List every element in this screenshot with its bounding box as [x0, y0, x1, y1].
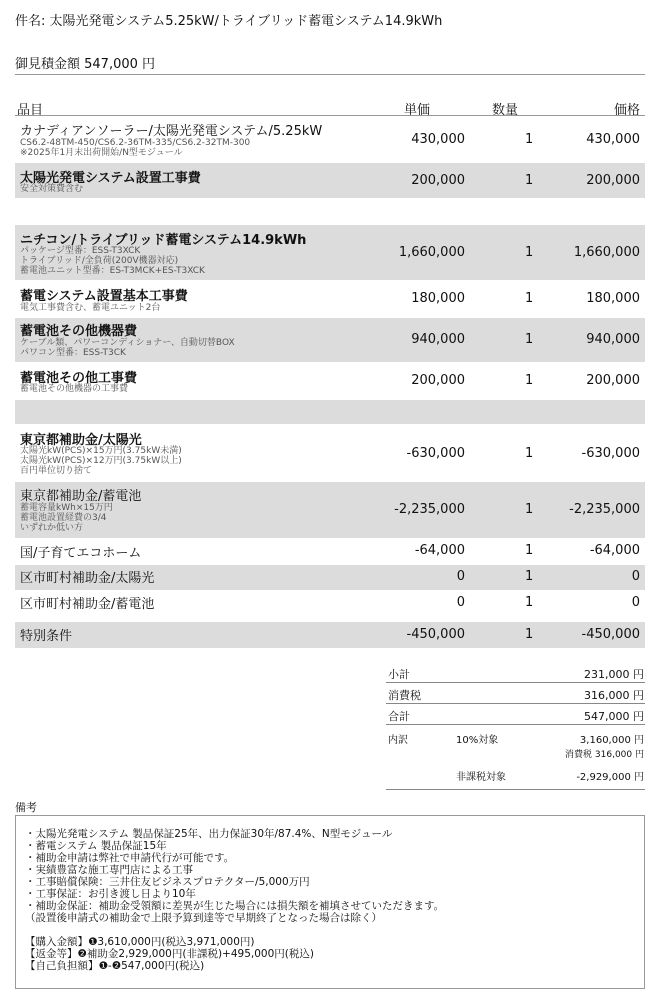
- item-unit-price: 200,000: [411, 173, 465, 188]
- estimate-total: 御見積金額 547,000 円: [15, 57, 156, 72]
- item-qty: 1: [525, 569, 534, 584]
- item-qty: 1: [525, 446, 534, 461]
- divider: [386, 703, 645, 704]
- divider: [386, 724, 645, 725]
- item-qty: 1: [525, 502, 534, 517]
- line-item-row: [15, 163, 645, 198]
- line-item-row: [15, 565, 645, 590]
- item-price: 200,000: [586, 173, 640, 188]
- line-item-row: [15, 283, 645, 317]
- line-item-row: [15, 225, 645, 280]
- item-detail: パッケージ型番：ESS-T3XCK トライブリッド/全負荷(200V機器対応) 蓄電池ユニット型番：ES-T3MCK+ES-T3XCK: [20, 246, 205, 276]
- item-unit-price: 1,660,000: [398, 245, 465, 260]
- note-line: 【返金等】❷補助金2,929,000円(非課税)+495,000円(税込): [25, 948, 314, 960]
- item-name: 蓄電池その他工事費: [20, 371, 138, 386]
- subject: 件名: 太陽光発電システム5.25kW/トライブリッド蓄電システム14.9kWh: [15, 14, 443, 29]
- item-unit-price: 180,000: [411, 291, 465, 306]
- taxable-value: 3,160,000 円: [579, 735, 644, 746]
- item-unit-price: 200,000: [411, 373, 465, 388]
- note-line: 【自己負担額】❶-❷547,000円(税込): [25, 960, 205, 972]
- item-unit-price: -630,000: [406, 446, 465, 461]
- item-unit-price: -64,000: [414, 543, 465, 558]
- line-item-row: [15, 118, 645, 162]
- item-qty: 1: [525, 132, 534, 147]
- item-detail: 蓄電容量kWh×15万円 蓄電池設置経費の3/4 いずれか低い方: [20, 503, 113, 533]
- item-qty: 1: [525, 245, 534, 260]
- subtotal-label: 小計: [388, 668, 410, 681]
- item-qty: 1: [525, 543, 534, 558]
- item-unit-price: 940,000: [411, 332, 465, 347]
- item-unit-price: -450,000: [406, 627, 465, 642]
- divider: [15, 74, 645, 75]
- item-price: 180,000: [586, 291, 640, 306]
- note-line: ・太陽光発電システム 製品保証25年、出力保証30年/87.4%、N型モジュール: [25, 828, 393, 840]
- taxable-tax: 消費税 316,000 円: [565, 750, 644, 760]
- item-unit-price: 0: [456, 595, 465, 610]
- tax-label: 消費税: [388, 689, 421, 702]
- header-item: 品目: [17, 103, 44, 118]
- note-line: ・補助金保証：補助金受領額に差異が生じた場合には損失額を補填させていただきます。: [25, 900, 445, 912]
- subtotal-value: 231,000 円: [584, 668, 644, 681]
- note-line: 【購入金額】❶3,610,000円(税込3,971,000円): [25, 936, 255, 948]
- item-unit-price: -2,235,000: [394, 502, 465, 517]
- item-name: 東京都補助金/太陽光: [20, 433, 142, 448]
- item-price: -630,000: [581, 446, 640, 461]
- line-item-row: [15, 426, 645, 480]
- item-detail: 太陽光kW(PCS)×15万円(3.75kW未満) 太陽光kW(PCS)×12万円(3.75kW以上) 百円単位切り捨て: [20, 446, 182, 476]
- item-qty: 1: [525, 173, 534, 188]
- item-price: 430,000: [586, 132, 640, 147]
- line-item-row: [15, 591, 645, 616]
- line-item-row: [15, 540, 645, 565]
- notes-label: 備考: [15, 801, 37, 814]
- spacer-row: [15, 400, 645, 424]
- item-name: カナディアンソーラー/太陽光発電システム/5.25kW: [20, 124, 323, 139]
- line-item-row: [15, 318, 645, 362]
- item-unit-price: 430,000: [411, 132, 465, 147]
- header-qty: 数量: [492, 103, 519, 118]
- total-label: 合計: [388, 710, 410, 723]
- total-value: 547,000 円: [584, 710, 644, 723]
- line-item-row: [15, 622, 645, 648]
- item-name: 東京都補助金/蓄電池: [20, 489, 142, 504]
- note-line: ・工事保証：お引き渡し日より10年: [25, 888, 196, 900]
- item-qty: 1: [525, 627, 534, 642]
- item-price: 1,660,000: [573, 245, 640, 260]
- item-price: -450,000: [581, 627, 640, 642]
- line-item-row: [15, 482, 645, 538]
- spacer-row: [15, 199, 645, 224]
- item-price: -64,000: [589, 543, 640, 558]
- note-line: （設置後申請式の補助金で上限予算到達等で早期終了となった場合は除く）: [25, 912, 382, 924]
- item-qty: 1: [525, 291, 534, 306]
- item-price: 940,000: [586, 332, 640, 347]
- item-qty: 1: [525, 332, 534, 347]
- item-detail: CS6.2-48TM-450/CS6.2-36TM-335/CS6.2-32TM-300 ※2025年1月末出荷開始/N型モジュール: [20, 138, 251, 158]
- item-name: 区市町村補助金/蓄電池: [20, 597, 155, 612]
- item-name: 太陽光発電システム設置工事費: [20, 171, 201, 186]
- nontaxable-label: 非課税対象: [456, 772, 506, 783]
- item-name: 蓄電システム設置基本工事費: [20, 289, 188, 304]
- item-unit-price: 0: [456, 569, 465, 584]
- item-name: 国/子育てエコホーム: [20, 546, 142, 561]
- header-divider: [15, 115, 645, 116]
- item-name: 区市町村補助金/太陽光: [20, 571, 155, 586]
- item-price: 0: [631, 569, 640, 584]
- note-line: ・蓄電システム 製品保証15年: [25, 840, 167, 852]
- item-detail: 電気工事費含む、蓄電ユニット2台: [20, 303, 161, 313]
- item-name: ニチコン/トライブリッド蓄電システム14.9kWh: [20, 233, 307, 248]
- item-name: 特別条件: [20, 629, 73, 644]
- line-item-row: [15, 364, 645, 399]
- divider: [386, 789, 645, 790]
- tax-value: 316,000 円: [584, 689, 644, 702]
- item-detail: 蓄電池その他機器の工事費: [20, 384, 129, 394]
- nontaxable-value: -2,929,000 円: [576, 772, 644, 783]
- taxable-label: 10%対象: [456, 735, 499, 746]
- item-qty: 1: [525, 595, 534, 610]
- divider: [386, 682, 645, 683]
- note-line: ・補助金申請は弊社で申請代行が可能です。: [25, 852, 235, 864]
- note-line: ・工事賠償保険：三井住友ビジネスプロテクター/5,000万円: [25, 876, 310, 888]
- note-line: ・実績豊富な施工専門店による工事: [25, 864, 193, 876]
- item-name: 蓄電池その他機器費: [20, 324, 138, 339]
- item-qty: 1: [525, 373, 534, 388]
- item-price: -2,235,000: [569, 502, 640, 517]
- item-price: 0: [631, 595, 640, 610]
- item-price: 200,000: [586, 373, 640, 388]
- header-unit-price: 単価: [404, 103, 431, 118]
- header-price: 価格: [614, 103, 641, 118]
- breakdown-label: 内訳: [388, 735, 408, 746]
- item-detail: ケーブル類、パワーコンディショナー、自動切替BOX パワコン型番：ESS-T3CK: [20, 338, 235, 358]
- item-detail: 安全対策費含む: [20, 184, 84, 194]
